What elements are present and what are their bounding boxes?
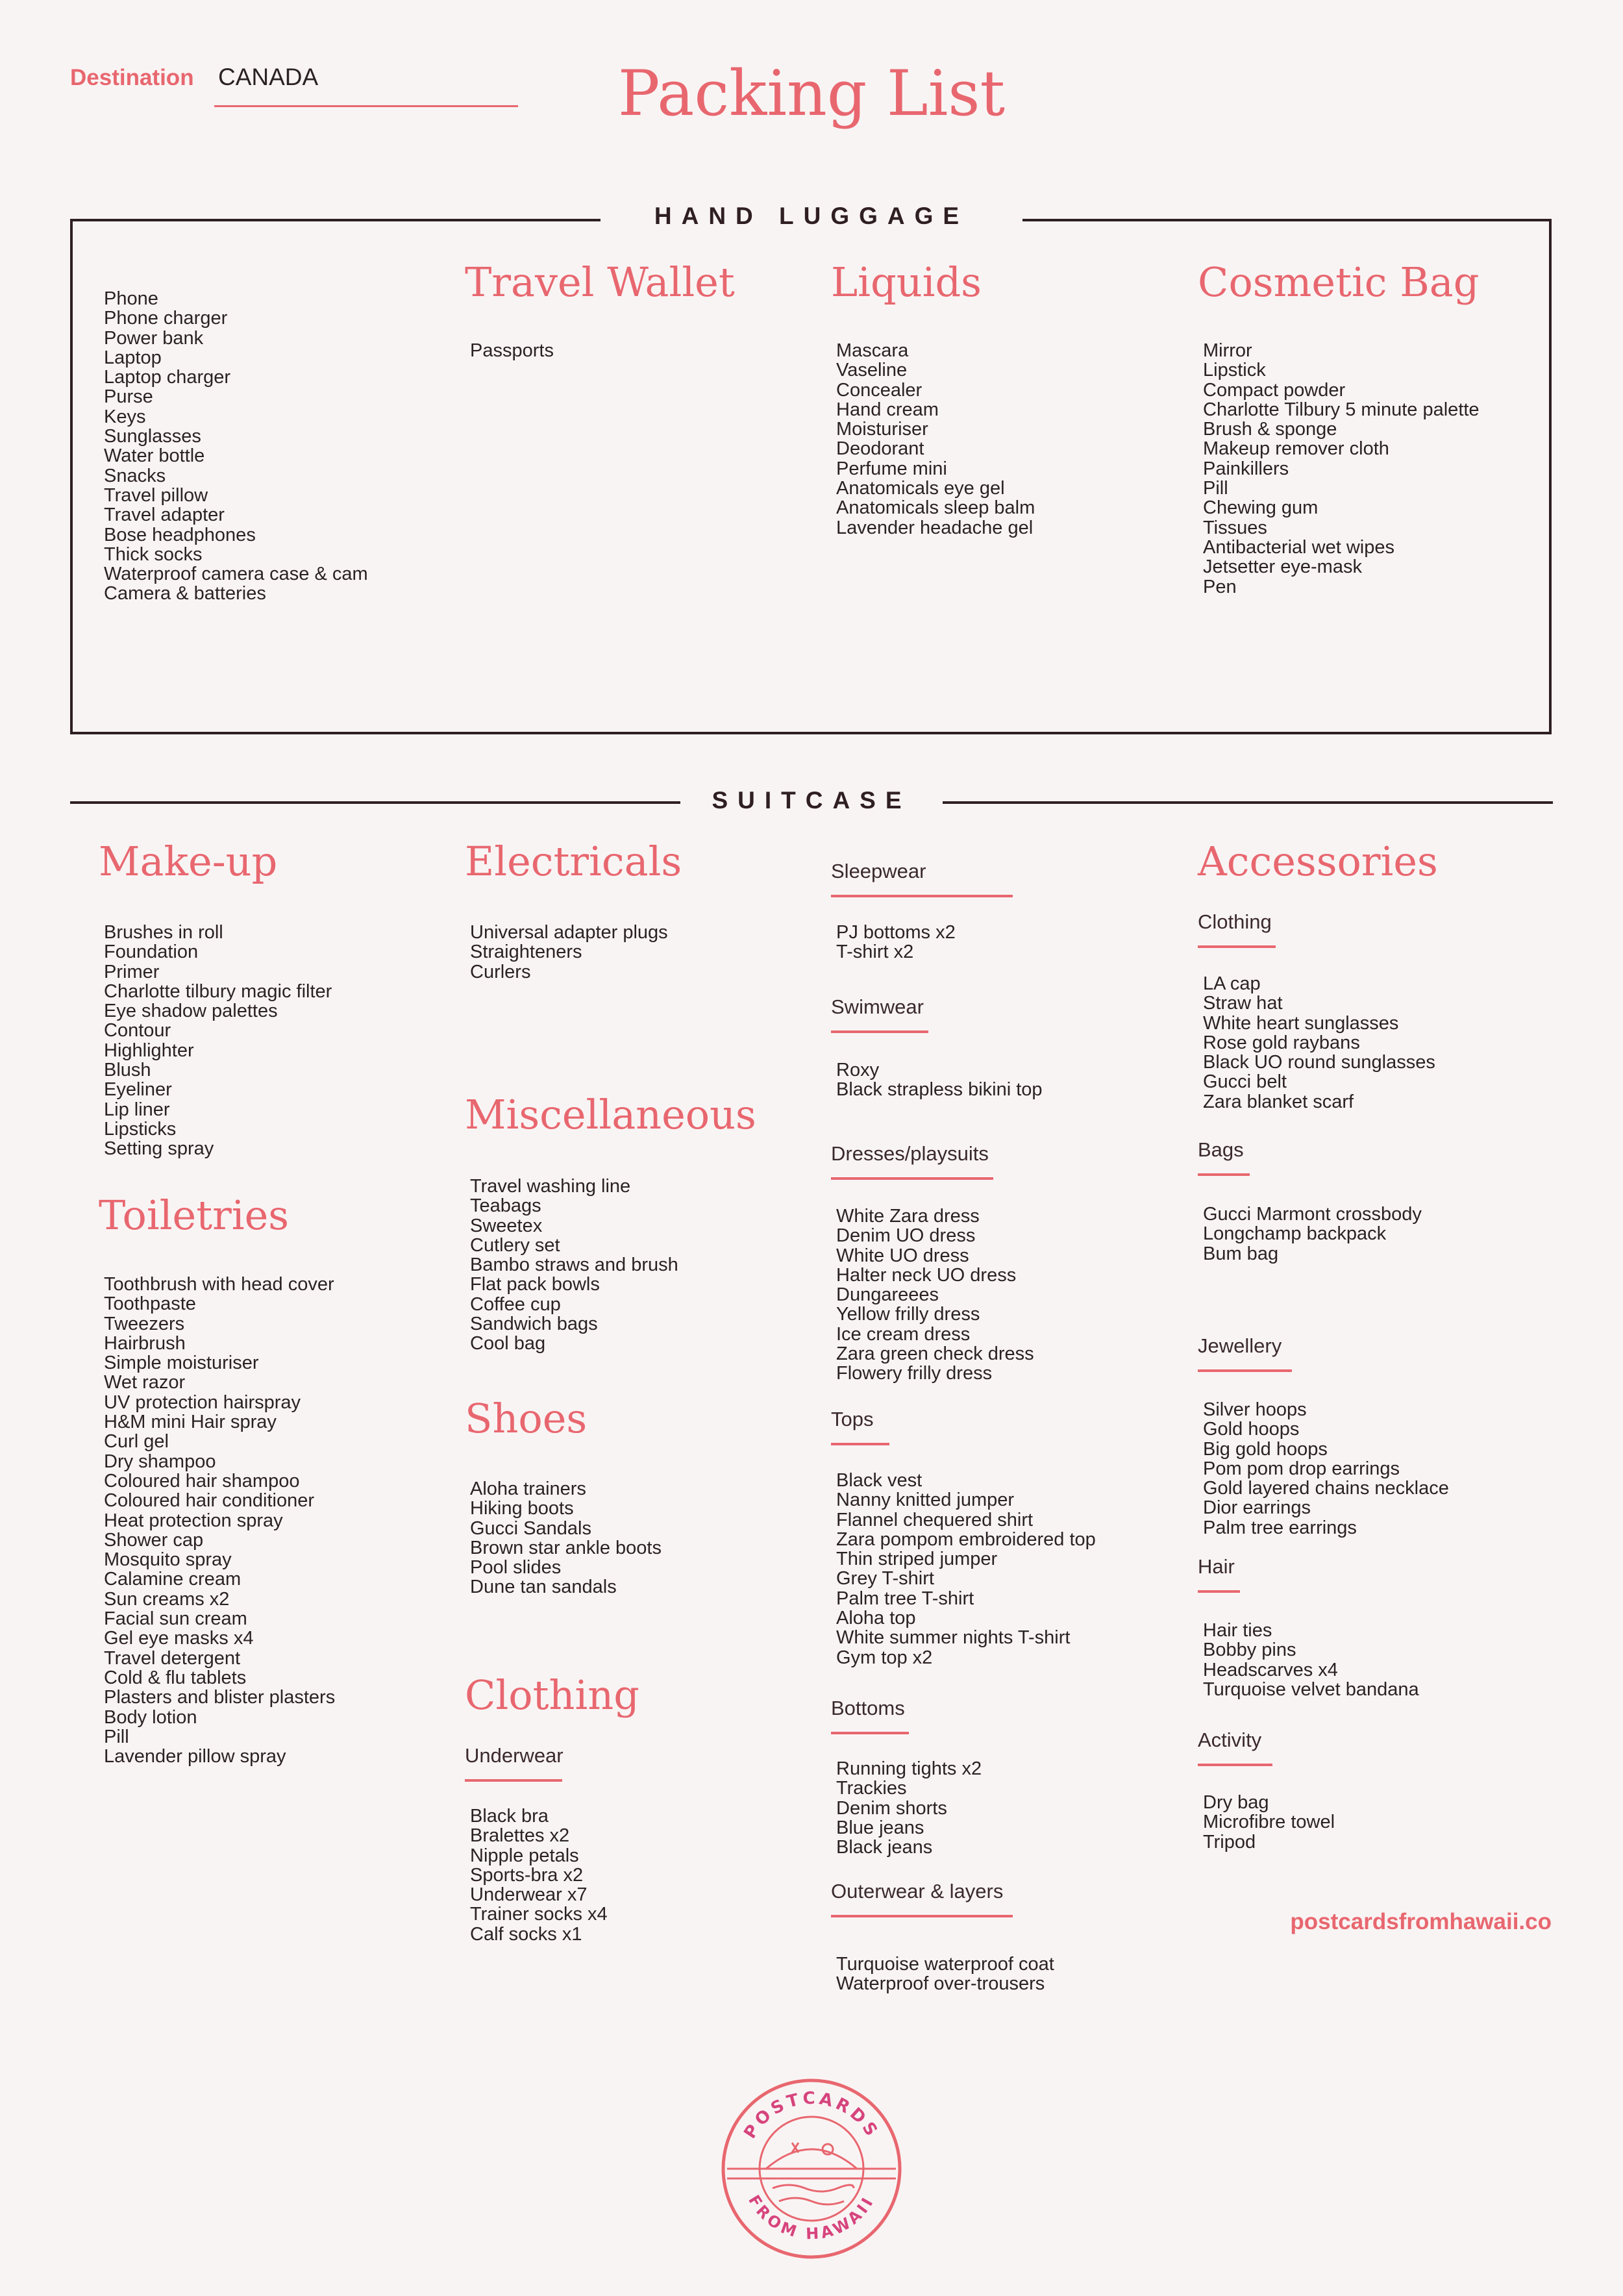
list-item: White Zara dress: [836, 1206, 980, 1227]
destination-value[interactable]: CANADA: [218, 64, 319, 90]
list-item: Makeup remover cloth: [1203, 438, 1389, 460]
list-item: Zara blanket scarf: [1203, 1091, 1354, 1112]
list-item: Pom pom drop earrings: [1203, 1458, 1400, 1479]
bottoms-title: Bottoms: [831, 1697, 905, 1719]
jewellery-list: [1203, 1400, 1449, 1538]
list-item: Black UO round sunglasses: [1203, 1052, 1435, 1073]
list-item: Heat protection spray: [104, 1510, 283, 1531]
sleepwear-list: [836, 923, 956, 962]
list-item: Dungareees: [836, 1284, 939, 1306]
list-item: White summer nights T-shirt: [836, 1627, 1071, 1649]
suitcase-label: SUITCASE: [680, 787, 943, 814]
list-item: Hairbrush: [104, 1332, 186, 1354]
list-item: Lip liner: [104, 1099, 170, 1120]
list-item: Gucci Marmont crossbody: [1203, 1204, 1422, 1225]
dresses-title: Dresses/playsuits: [831, 1142, 989, 1165]
list-item: Gold hoops: [1203, 1419, 1300, 1440]
clothing-heading: Clothing: [465, 1671, 639, 1719]
list-item: Jetsetter eye-mask: [1203, 556, 1362, 578]
list-item: Dry bag: [1203, 1792, 1269, 1813]
list-item: Cool bag: [470, 1333, 546, 1354]
list-item: Black jeans: [836, 1837, 933, 1858]
list-item: Straw hat: [1203, 993, 1283, 1014]
list-item: Big gold hoops: [1203, 1438, 1328, 1460]
list-item: Calf socks x1: [470, 1923, 582, 1945]
list-item: Vaseline: [836, 360, 908, 381]
jewellery-subheading: [1198, 1334, 1292, 1372]
list-item: Zara green check dress: [836, 1343, 1034, 1365]
list-item: Travel adapter: [104, 505, 225, 526]
list-item: Gucci Sandals: [470, 1517, 591, 1539]
list-item: Cold & flu tablets: [104, 1667, 247, 1688]
makeup-list: [104, 923, 332, 1159]
underwear-title: Underwear: [465, 1744, 564, 1767]
activity-title: Activity: [1198, 1728, 1262, 1751]
swimwear-subheading: [831, 995, 928, 1033]
list-item: Charlotte tilbury magic filter: [104, 980, 332, 1002]
list-item: Travel detergent: [104, 1647, 241, 1669]
list-item: Denim UO dress: [836, 1225, 976, 1247]
list-item: Sweetex: [470, 1215, 543, 1236]
list-item: Grey T-shirt: [836, 1568, 934, 1590]
suitcase-rule-right: [943, 801, 1553, 804]
list-item: Yellow frilly dress: [836, 1304, 980, 1325]
dresses-subheading: [831, 1142, 993, 1180]
list-item: Camera & batteries: [104, 583, 266, 605]
list-item: Passports: [470, 340, 554, 361]
activity-list: [1203, 1793, 1335, 1852]
list-item: Trackies: [836, 1778, 907, 1799]
svg-text:POSTCARDS: POSTCARDS: [740, 2088, 883, 2143]
list-item: Underwear x7: [470, 1884, 588, 1906]
list-item: Flat pack bowls: [470, 1274, 600, 1295]
tops-list: [836, 1471, 1096, 1667]
list-item: Facial sun cream: [104, 1608, 247, 1630]
list-item: Brush & sponge: [1203, 419, 1337, 440]
dresses-list: [836, 1206, 1034, 1384]
list-item: Body lotion: [104, 1706, 197, 1728]
list-item: Toothpaste: [104, 1293, 196, 1315]
list-item: Cutlery set: [470, 1234, 560, 1256]
list-item: H&M mini Hair spray: [104, 1412, 277, 1433]
list-item: Travel washing line: [470, 1176, 631, 1197]
hair-subheading: [1198, 1555, 1240, 1593]
list-item: T-shirt x2: [836, 942, 914, 963]
list-item: Brown star ankle boots: [470, 1537, 662, 1558]
list-item: Lavender pillow spray: [104, 1746, 286, 1767]
list-item: Compact powder: [1203, 379, 1346, 401]
list-item: Foundation: [104, 942, 199, 963]
list-item: Moisturiser: [836, 419, 928, 440]
destination-label: Destination: [70, 65, 194, 90]
list-item: Trainer socks x4: [470, 1904, 608, 1925]
list-item: Halter neck UO dress: [836, 1264, 1017, 1286]
list-item: Aloha trainers: [470, 1479, 586, 1499]
activity-subheading: [1198, 1728, 1272, 1766]
swimwear-list: [836, 1060, 1043, 1100]
list-item: Mosquito spray: [104, 1549, 232, 1571]
shoes-list: [470, 1479, 662, 1597]
list-item: Charlotte Tilbury 5 minute palette: [1203, 399, 1480, 420]
list-item: Dior earrings: [1203, 1497, 1311, 1519]
list-item: PJ bottoms x2: [836, 922, 956, 943]
list-item: Painkillers: [1203, 458, 1289, 479]
list-item: Bobby pins: [1203, 1640, 1296, 1661]
toiletries-list: [104, 1275, 335, 1766]
bags-list: [1203, 1204, 1422, 1264]
list-item: Mirror: [1203, 340, 1252, 361]
list-item: Deodorant: [836, 438, 924, 460]
list-item: White UO dress: [836, 1245, 969, 1266]
travel-wallet-list: [470, 341, 554, 360]
jewellery-title: Jewellery: [1198, 1334, 1282, 1357]
list-item: Black vest: [836, 1470, 923, 1491]
list-item: Keys: [104, 406, 146, 427]
list-item: Turquoise waterproof coat: [836, 1954, 1054, 1975]
list-item: Palm tree T-shirt: [836, 1588, 974, 1609]
underwear-subheading: [465, 1744, 562, 1782]
hair-title: Hair: [1198, 1555, 1235, 1578]
list-item: White heart sunglasses: [1203, 1012, 1399, 1034]
list-item: Pill: [104, 1726, 129, 1747]
list-item: Simple moisturiser: [104, 1353, 259, 1374]
list-item: Antibacterial wet wipes: [1203, 536, 1394, 558]
liquids-heading: Liquids: [831, 258, 982, 306]
list-item: Bum bag: [1203, 1243, 1279, 1264]
electricals-list: [470, 923, 668, 982]
list-item: Shower cap: [104, 1529, 204, 1551]
bags-subheading: [1198, 1138, 1250, 1176]
tops-subheading: [831, 1408, 889, 1445]
list-item: Black bra: [470, 1806, 549, 1827]
list-item: Travel pillow: [104, 484, 208, 506]
list-item: Rose gold raybans: [1203, 1032, 1360, 1053]
list-item: Concealer: [836, 379, 923, 401]
list-item: Calamine cream: [104, 1569, 242, 1590]
list-item: Denim shorts: [836, 1797, 947, 1819]
list-item: Dry shampoo: [104, 1451, 216, 1472]
list-item: Plasters and blister plasters: [104, 1687, 336, 1708]
postcards-logo: [714, 2071, 909, 2266]
cosmetic-bag-heading: Cosmetic Bag: [1198, 258, 1480, 306]
list-item: Hand cream: [836, 399, 939, 420]
list-item: Highlighter: [104, 1040, 194, 1061]
list-item: Setting spray: [104, 1138, 214, 1160]
list-item: Mascara: [836, 340, 909, 361]
outerwear-title: Outerwear & layers: [831, 1880, 1004, 1903]
list-item: Thin striped jumper: [836, 1549, 998, 1570]
makeup-heading: Make-up: [99, 838, 278, 885]
list-item: Dune tan sandals: [470, 1577, 617, 1598]
list-item: Power bank: [104, 327, 204, 349]
cosmetic-bag-list: [1203, 341, 1480, 597]
list-item: Gel eye masks x4: [104, 1628, 254, 1649]
list-item: Silver hoops: [1203, 1399, 1307, 1420]
list-item: Sunglasses: [104, 426, 201, 447]
outerwear-subheading: [831, 1880, 1013, 1917]
list-item: Tweezers: [104, 1313, 185, 1334]
list-item: Sun creams x2: [104, 1588, 230, 1610]
page-title: Packing List: [617, 57, 1006, 130]
list-item: Brushes in roll: [104, 922, 223, 943]
list-item: UV protection hairspray: [104, 1391, 301, 1413]
toiletries-heading: Toiletries: [99, 1192, 290, 1239]
list-item: Laptop charger: [104, 367, 231, 388]
list-item: Roxy: [836, 1060, 880, 1080]
list-item: Zara pompom embroidered top: [836, 1529, 1096, 1550]
list-item: Sandwich bags: [470, 1314, 598, 1335]
list-item: Pool slides: [470, 1557, 562, 1578]
list-item: LA cap: [1203, 973, 1261, 994]
list-item: Headscarves x4: [1203, 1659, 1338, 1680]
hand-luggage-general-list: [104, 289, 368, 604]
list-item: Bose headphones: [104, 524, 256, 545]
list-item: Eyeliner: [104, 1079, 172, 1101]
list-item: Teabags: [470, 1195, 541, 1217]
list-item: Coloured hair conditioner: [104, 1490, 315, 1512]
bottoms-list: [836, 1759, 982, 1857]
list-item: Water bottle: [104, 445, 205, 467]
liquids-list: [836, 341, 1035, 538]
list-item: Blue jeans: [836, 1817, 924, 1838]
list-item: Coloured hair shampoo: [104, 1470, 300, 1491]
list-item: Sports-bra x2: [470, 1864, 584, 1886]
hand-luggage-label: HAND LUGGAGE: [601, 203, 1022, 230]
list-item: Waterproof over-trousers: [836, 1973, 1045, 1995]
list-item: Lipstick: [1203, 360, 1266, 381]
shoes-heading: Shoes: [465, 1395, 588, 1442]
list-item: Universal adapter plugs: [470, 922, 668, 943]
list-item: Eye shadow palettes: [104, 1001, 278, 1022]
list-item: Straighteners: [470, 942, 582, 963]
list-item: Gym top x2: [836, 1647, 933, 1668]
list-item: Phone charger: [104, 308, 228, 329]
list-item: Curl gel: [104, 1431, 169, 1453]
underwear-list: [470, 1806, 608, 1944]
list-item: Black strapless bikini top: [836, 1079, 1043, 1101]
list-item: Anatomicals sleep balm: [836, 497, 1035, 519]
list-item: Primer: [104, 961, 160, 982]
list-item: Blush: [104, 1060, 151, 1081]
list-item: Aloha top: [836, 1608, 916, 1629]
list-item: Pill: [1203, 478, 1228, 499]
list-item: Tissues: [1203, 517, 1267, 538]
list-item: Flowery frilly dress: [836, 1363, 993, 1384]
list-item: Perfume mini: [836, 458, 947, 479]
list-item: Hiking boots: [470, 1498, 574, 1519]
list-item: Bambo straws and brush: [470, 1254, 678, 1276]
electricals-heading: Electricals: [465, 838, 682, 885]
list-item: Thick socks: [104, 543, 203, 565]
miscellaneous-heading: Miscellaneous: [465, 1091, 756, 1138]
list-item: Nanny knitted jumper: [836, 1490, 1015, 1511]
list-item: Nipple petals: [470, 1845, 579, 1866]
travel-wallet-heading: Travel Wallet: [465, 258, 735, 306]
list-item: Palm tree earrings: [1203, 1517, 1357, 1538]
hair-list: [1203, 1621, 1419, 1699]
list-item: Lipsticks: [104, 1118, 177, 1140]
svg-text:FROM HAWAII: FROM HAWAII: [745, 2191, 878, 2243]
list-item: Lavender headache gel: [836, 517, 1034, 538]
list-item: Anatomicals eye gel: [836, 478, 1005, 499]
bags-title: Bags: [1198, 1138, 1244, 1161]
footer-url-link[interactable]: postcardsfromhawaii.co: [1290, 1909, 1552, 1934]
list-item: Wet razor: [104, 1372, 186, 1393]
list-item: Gold layered chains necklace: [1203, 1478, 1449, 1499]
list-item: Hair ties: [1203, 1620, 1272, 1641]
acc-clothing-list: [1203, 974, 1435, 1112]
list-item: Flannel chequered shirt: [836, 1509, 1034, 1530]
list-item: Turquoise velvet bandana: [1203, 1678, 1419, 1700]
sleepwear-title: Sleepwear: [831, 860, 926, 882]
list-item: Laptop: [104, 347, 162, 368]
list-item: Microfibre towel: [1203, 1812, 1335, 1833]
accessories-heading: Accessories: [1198, 838, 1438, 885]
list-item: Contour: [104, 1020, 171, 1042]
list-item: Pen: [1203, 576, 1237, 597]
swimwear-title: Swimwear: [831, 995, 924, 1018]
sleepwear-subheading: [831, 860, 1013, 897]
list-item: Toothbrush with head cover: [104, 1274, 334, 1295]
list-item: Tripod: [1203, 1831, 1256, 1853]
list-item: Longchamp backpack: [1203, 1223, 1387, 1245]
miscellaneous-list: [470, 1177, 678, 1354]
acc-clothing-title: Clothing: [1198, 910, 1272, 933]
tops-title: Tops: [831, 1408, 874, 1430]
list-item: Gucci belt: [1203, 1071, 1287, 1093]
bottoms-subheading: [831, 1697, 909, 1734]
list-item: Phone: [104, 288, 158, 309]
list-item: Chewing gum: [1203, 497, 1319, 519]
list-item: Curlers: [470, 961, 531, 982]
list-item: Coffee cup: [470, 1293, 561, 1315]
list-item: Purse: [104, 386, 153, 408]
acc-clothing-subheading: [1198, 910, 1276, 948]
list-item: Waterproof camera case & cam: [104, 564, 368, 585]
list-item: Bralettes x2: [470, 1825, 570, 1847]
list-item: Ice cream dress: [836, 1323, 971, 1345]
list-item: Running tights x2: [836, 1758, 982, 1779]
suitcase-rule-left: [70, 801, 680, 804]
list-item: Snacks: [104, 465, 166, 486]
outerwear-list: [836, 1954, 1054, 1994]
